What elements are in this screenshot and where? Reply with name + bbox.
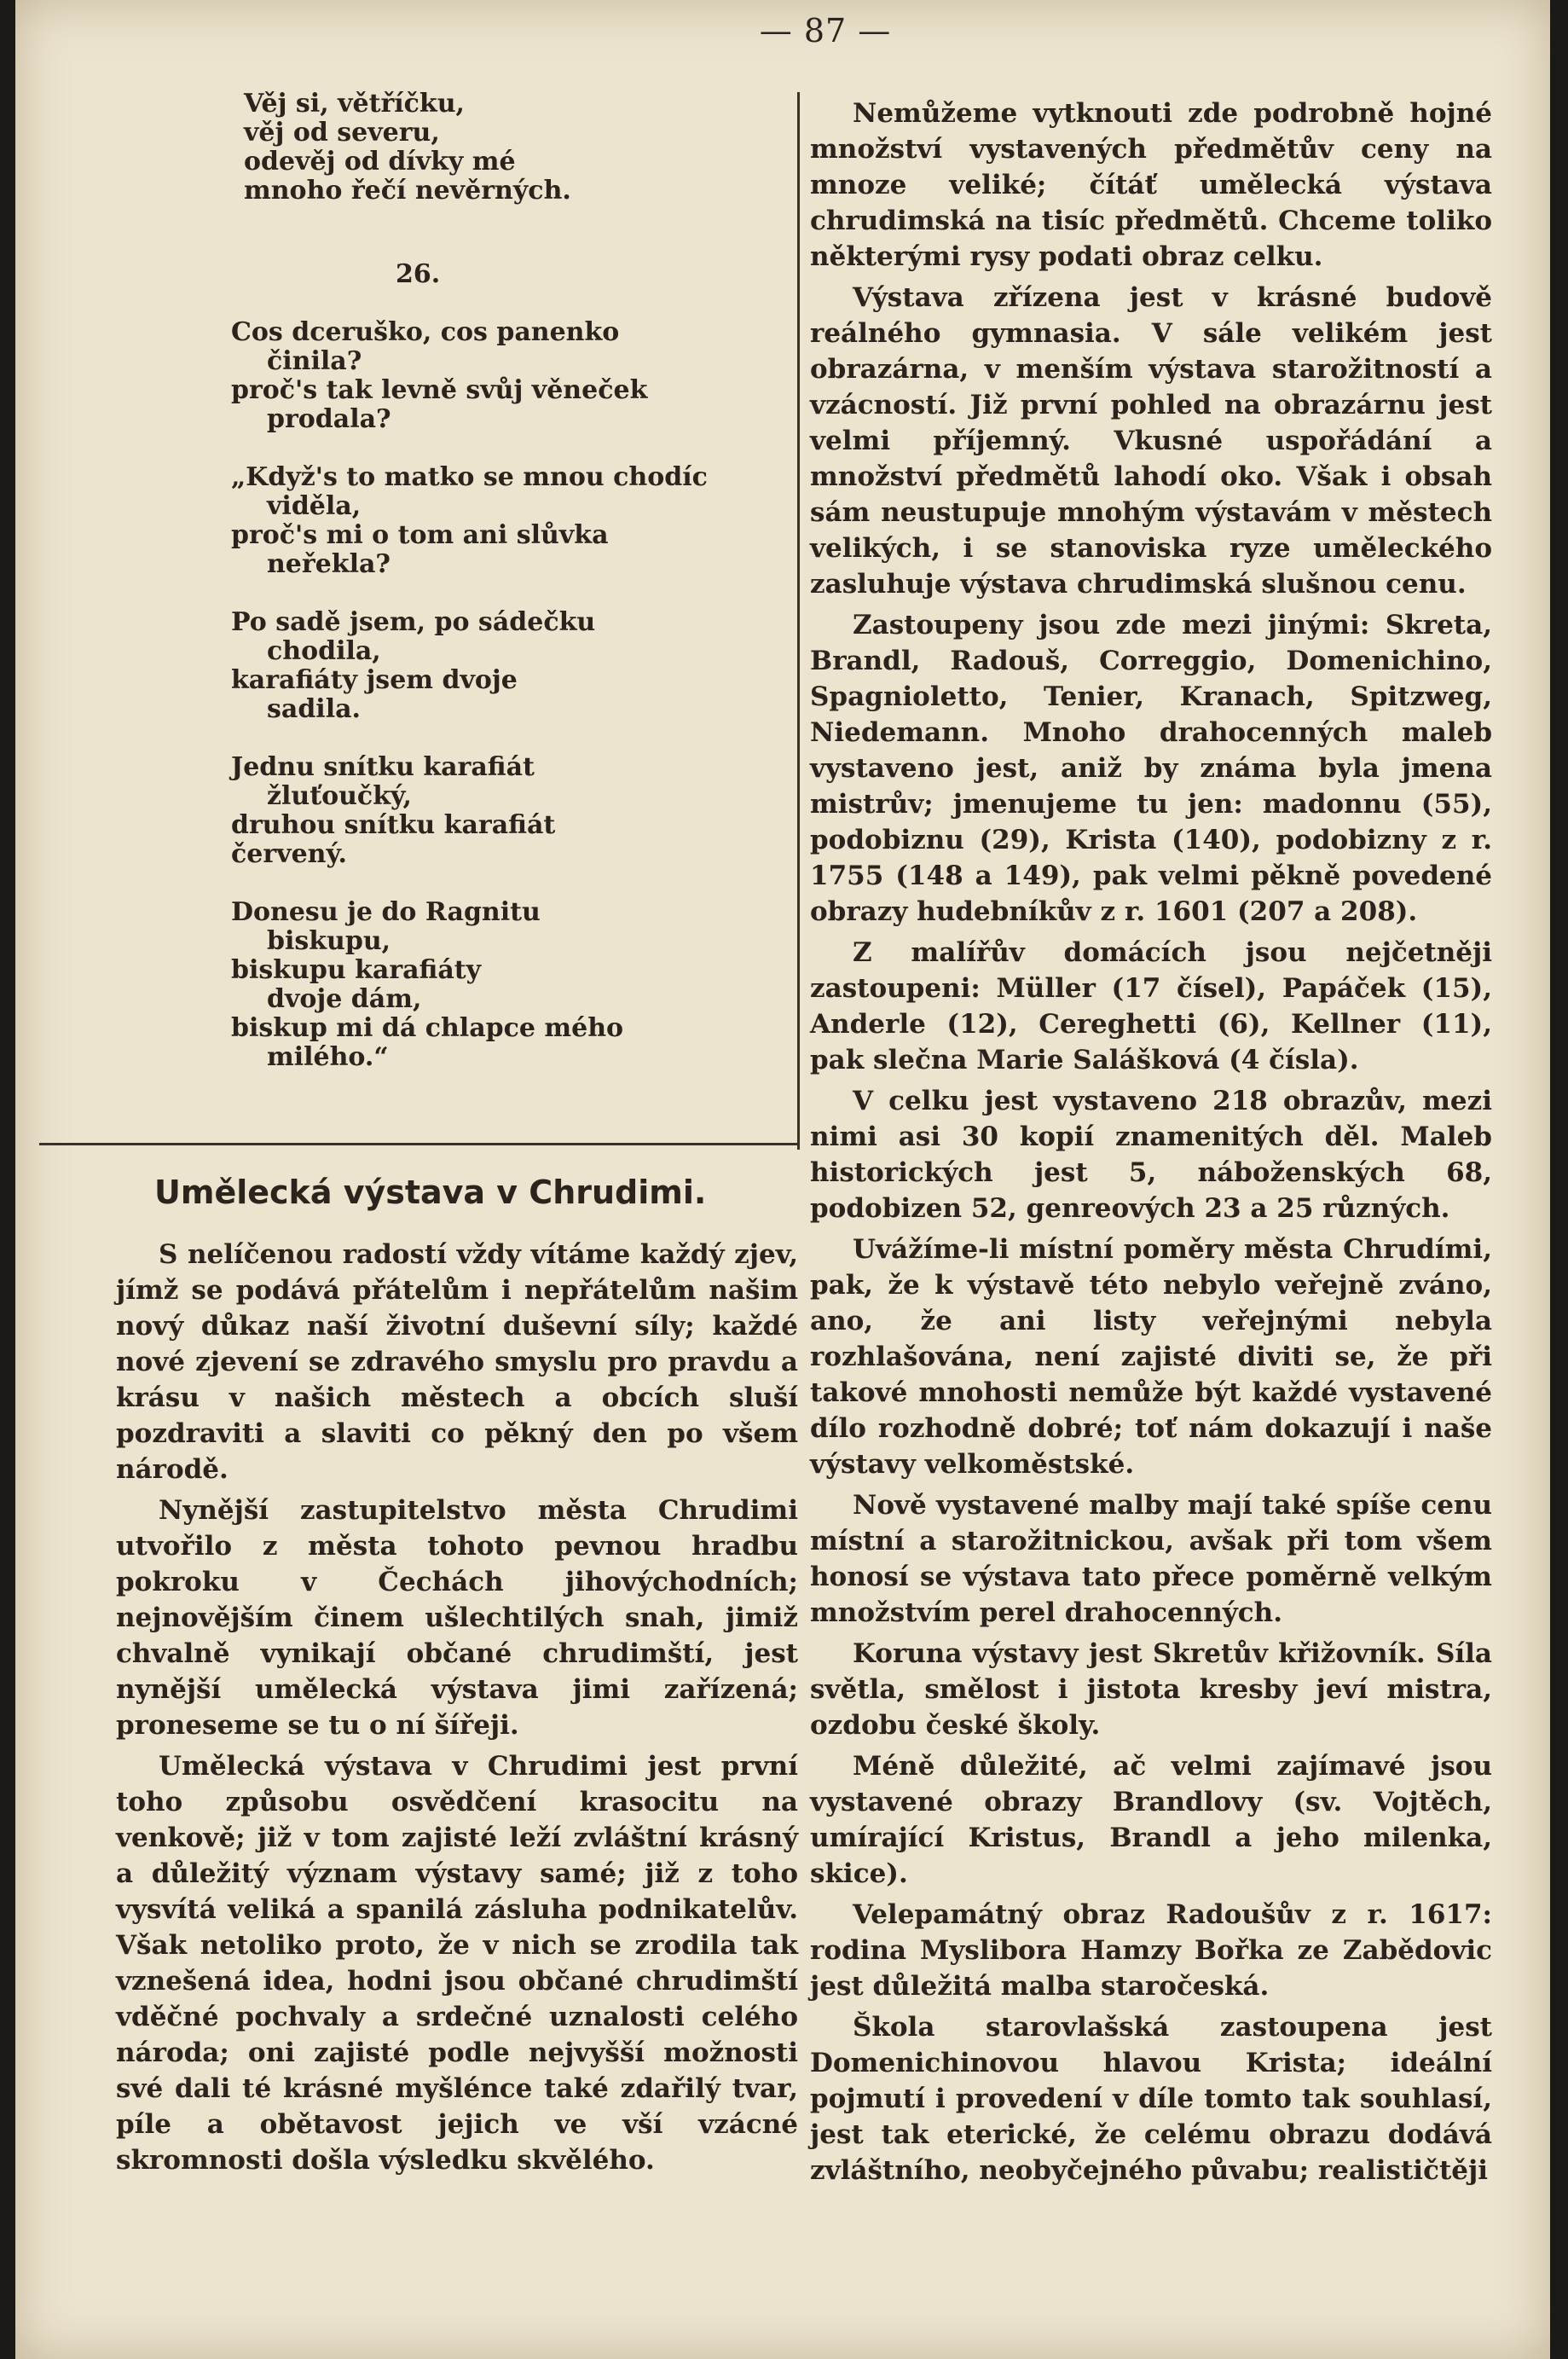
paragraph: Škola starovlašská zastoupena jest Domenichinovou hlavou Krista; ideální pojmutí i provedení v díle tomto tak souhlasí, jest tak eterické, že celému obrazu dodává zvláštního, neobyčejného půvabu; realističtěji xyxy=(810,2012,1492,2186)
paragraph: Výstava zřízena jest v krásné budově reálného gymnasia. V sále velikém jest obrazárna, v menším výstava starožitností a vzácností. Již první pohled na obrazárnu jest velmi příjemný. Vkusné uspořádání a množství předmětů lahodí oko. Však i obsah sám neustupuje mnohým výstavám v městech velikých, i se stanoviska ryze uměleckého zasluhuje výstava chrudimská slušnou cenu. xyxy=(810,282,1492,600)
paragraph: Koruna výstavy jest Skretův křižovník. Síla světla, smělost i jistota kresby jeví mistra, ozdobu české školy. xyxy=(810,1638,1492,1741)
paragraph: Uvážíme-li místní poměry města Chrudími, pak, že k výstavě této nebylo veřejně zváno, ano, že ani listy veřejnými nebyla rozhlašována, není zajisté diviti se, že při takové mnohosti nemůže být každé vystavené dílo rozhodně dobré; toť nám dokazují i naše výstavy velkoměstské. xyxy=(810,1234,1492,1480)
paragraph: Velepamátný obraz Radoušův z r. 1617: rodina Myslibora Hamzy Bořka ze Zabědovic jest důležitá malba staročeská. xyxy=(810,1899,1492,2002)
page xyxy=(15,0,1550,2359)
poem-line: mnoho řečí nevěrných. xyxy=(244,176,571,206)
page-number: — 87 — xyxy=(759,12,892,49)
poem-line: neřekla? xyxy=(267,549,391,579)
article-title: Umělecká výstava v Chrudimi. xyxy=(154,1174,707,1211)
paragraph: Umělecká výstava v Chrudimi jest první toho způsobu osvědčení krasocitu na venkově; již v tom zajisté leží zvláštní krásný a důležitý význam výstavy samé; již z toho vysvítá veliká a spanilá zásluha podnikatelův. Však netoliko proto, že v nich se zrodila tak vznešená idea, hodni jsou občané chrudimští vděčné pochvaly a srdečné uznalosti celého národa; oni zajisté podle nejvyšší možnosti své dali té krásné myšlénce také zdařilý tvar, píle a obětavost jejich ve vší vzácné skromnosti došla výsledku skvělého. xyxy=(116,1751,798,2176)
paragraph: Z malířův domácích jsou nejčetněji zastoupeni: Müller (17 čísel), Papáček (15), Anderle (12), Cereghetti (6), Kellner (11), pak slečna Marie Salášková (4 čísla). xyxy=(810,937,1492,1075)
poem-line: žluťoučký, xyxy=(267,781,412,811)
poem-section-number: 26. xyxy=(396,259,441,289)
right-column xyxy=(810,96,1492,2188)
poem-stanza xyxy=(231,753,798,869)
poem-line: chodila, xyxy=(267,636,381,666)
poem xyxy=(116,90,798,1072)
poem-line: věj od severu, xyxy=(244,118,440,148)
poem-line: Po sadě jsem, po sádečku xyxy=(231,607,596,637)
poem-line: milého.“ xyxy=(267,1042,389,1072)
poem-stanza xyxy=(244,90,798,206)
paragraph: S nelíčenou radostí vždy vítáme každý zjev, jímž se podává přátelům i nepřátelům našim nový důkaz naší životní duševní síly; každé nové zjevení se zdravého smyslu pro pravdu a krásu v našich městech a obcích sluší pozdraviti a slaviti co pěkný den po všem národě. xyxy=(116,1239,798,1485)
paragraph: Méně důležité, ač velmi zajímavé jsou vystavené obrazy Brandlovy (sv. Vojtěch, umírající Kristus, Brandl a jeho milenka, skice). xyxy=(810,1751,1492,1889)
poem-line: odevěj od dívky mé xyxy=(244,147,516,177)
poem-line: sadila. xyxy=(267,694,361,724)
poem-line: červený. xyxy=(231,839,347,869)
poem-line: biskupu karafiáty xyxy=(231,955,482,985)
poem-line: Cos dceruško, cos panenko xyxy=(231,317,620,347)
paragraph: Nově vystavené malby mají také spíše cenu místní a starožitnickou, avšak při tom všem honosí se výstava tato přece poměrně velkým množstvím perel drahocenných. xyxy=(810,1490,1492,1628)
poem-line: Donesu je do Ragnitu xyxy=(231,897,541,927)
poem-stanza xyxy=(231,463,798,579)
poem-line: činila? xyxy=(267,346,362,376)
poem-line: biskupu, xyxy=(267,926,391,956)
left-column xyxy=(116,90,798,1072)
poem-line: karafiáty jsem dvoje xyxy=(231,665,518,695)
poem-line: proč's mi o tom ani slůvka xyxy=(231,520,609,550)
poem-stanza xyxy=(231,608,798,724)
poem-line: „Když's to matko se mnou chodíc xyxy=(231,462,708,492)
article-left-text xyxy=(116,1237,798,2178)
paragraph: Zastoupeny jsou zde mezi jinými: Skreta, Brandl, Radouš, Correggio, Domenichino, Spagnioletto, Tenier, Kranach, Spitzweg, Niedemann. Mnoho drahocenných maleb vystaveno jest, aniž by známa byla jmena mistrův; jmenujeme tu jen: madonnu (55), podobiznu (29), Krista (140), podobizny z r. 1755 (148 a 149), pak velmi pěkně povedené obrazy hudebníkův z r. 1601 (207 a 208). xyxy=(810,610,1492,927)
poem-line: biskup mi dá chlapce mého xyxy=(231,1013,624,1043)
poem-line: druhou snítku karafiát xyxy=(231,810,556,840)
poem-line: viděla, xyxy=(267,491,362,521)
paragraph: Nemůžeme vytknouti zde podrobně hojné množství vystavených předmětův ceny na mnoze veliké; čítáť umělecká výstava chrudimská na tisíc předmětů. Chceme toliko některými rysy podati obraz celku. xyxy=(810,98,1492,272)
paragraph: V celku jest vystaveno 218 obrazův, mezi nimi asi 30 kopií znamenitých děl. Maleb historických jest 5, náboženských 68, podobizen 52, genreových 23 a 25 různých. xyxy=(810,1086,1492,1224)
poem-line: Věj si, větříčku, xyxy=(244,89,465,119)
poem-stanza xyxy=(231,898,798,1072)
section-divider xyxy=(39,1143,798,1145)
poem-line: dvoje dám, xyxy=(267,984,422,1014)
poem-stanza xyxy=(231,318,798,434)
paragraph: Nynější zastupitelstvo města Chrudimi utvořilo z města tohoto pevnou hradbu pokroku v Čechách jihovýchodních; nejnovějším činem ušlechtilých snah, jimiž chvalně vynikají občané chrudimští, jest nynější umělecká výstava jimi zařízená; proneseme se tu o ní šířeji. xyxy=(116,1495,798,1741)
poem-line: Jednu snítku karafiát xyxy=(231,752,535,782)
poem-line: prodala? xyxy=(267,404,391,434)
poem-line: proč's tak levně svůj věneček xyxy=(231,375,648,405)
